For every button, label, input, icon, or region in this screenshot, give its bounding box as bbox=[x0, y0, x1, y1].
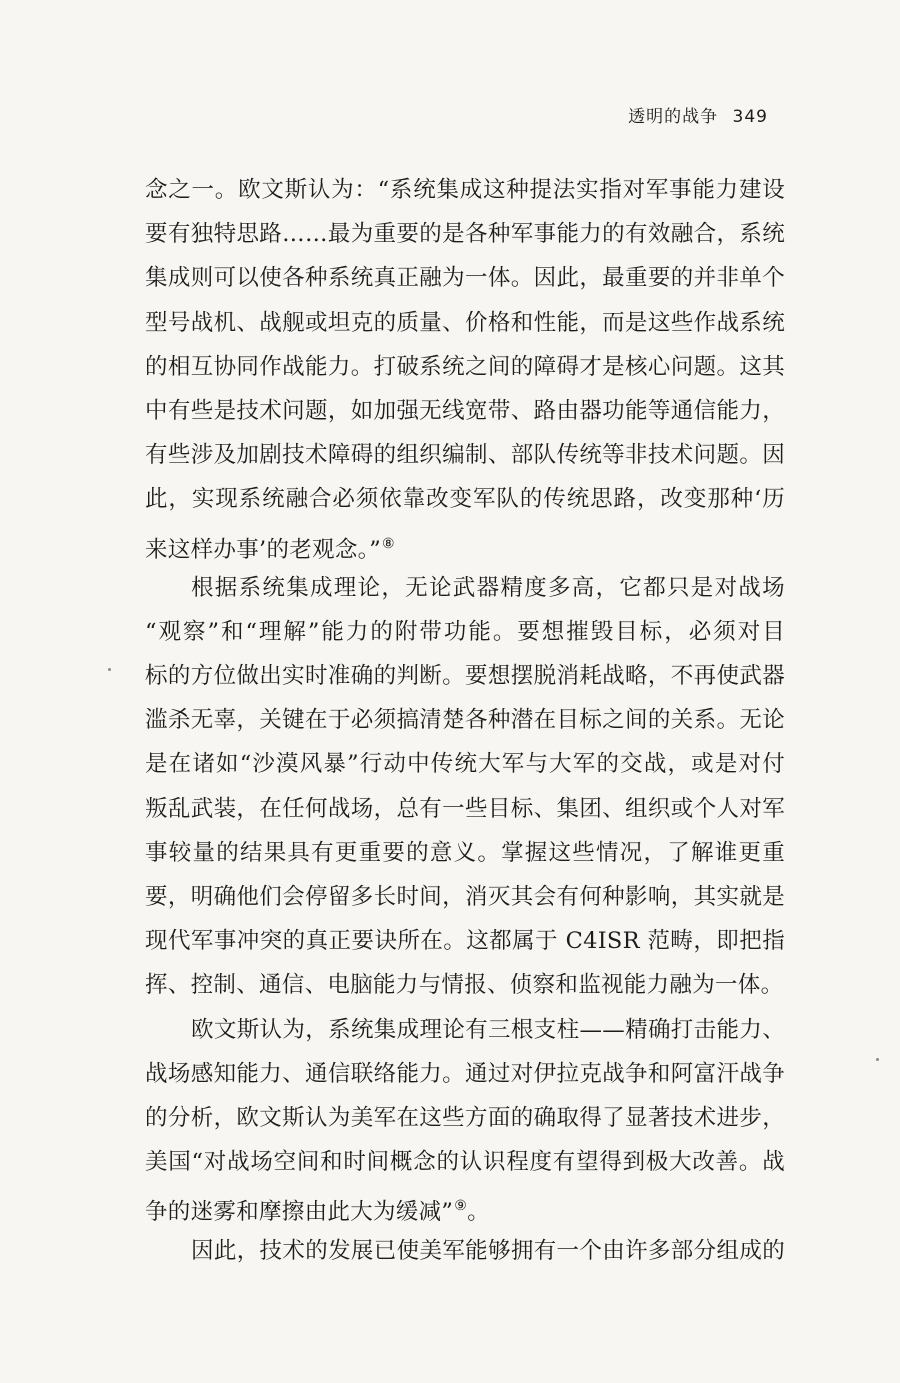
line-text: 来这样办事’的老观念。” bbox=[145, 536, 382, 563]
line-text: 因此，技术的发展已使美军能够拥有一个由许多部分组成的 bbox=[191, 1237, 785, 1264]
text-line bbox=[145, 477, 785, 521]
text-line bbox=[145, 301, 785, 345]
text-line bbox=[145, 698, 785, 742]
line-text: 根据系统集成理论，无论武器精度多高，它都只是对战场 bbox=[191, 574, 785, 601]
text-line bbox=[145, 919, 785, 963]
line-text: 此，实现系统融合必须依靠改变军队的传统思路，改变那种‘历 bbox=[145, 486, 785, 513]
text-line bbox=[145, 1096, 785, 1140]
text-line bbox=[145, 1184, 785, 1228]
line-text: 标的方位做出实时准确的判断。要想摆脱消耗战略，不再使武器 bbox=[145, 663, 785, 690]
text-line bbox=[145, 345, 785, 389]
line-text: 有些涉及加剧技术障碍的组织编制、部队传统等非技术问题。因 bbox=[145, 442, 785, 469]
text-line bbox=[145, 1052, 785, 1096]
line-text: 要，明确他们会停留多长时间，消灭其会有何种影响，其实就是 bbox=[145, 884, 785, 910]
line-text: 集成则可以使各种系统真正融为一体。因此，最重要的并非单个 bbox=[145, 265, 785, 292]
line-text: 是在诸如“沙漠风暴”行动中传统大军与大军的交战，或是对付 bbox=[145, 751, 785, 778]
text-line bbox=[145, 433, 785, 477]
footnote-marker[interactable]: ⑨ bbox=[454, 1198, 468, 1215]
text-line bbox=[145, 212, 785, 256]
text-line bbox=[145, 875, 785, 919]
text-line bbox=[145, 787, 785, 831]
line-text: 事较量的结果具有更重要的意义。掌握这些情况，了解谁更重 bbox=[145, 839, 785, 866]
scan-speck bbox=[876, 1058, 879, 1061]
text-line bbox=[145, 742, 785, 786]
line-text: “观察”和“理解”能力的附带功能。要想摧毁目标，必须对目 bbox=[145, 618, 785, 645]
line-text: 战场感知能力、通信联络能力。通过对伊拉克战争和阿富汗战争 bbox=[145, 1060, 785, 1087]
text-line bbox=[145, 1229, 785, 1273]
line-text: 中有些是技术问题，如加强无线宽带、路由器功能等通信能力， bbox=[145, 397, 785, 424]
body-text bbox=[145, 168, 785, 1273]
line-text: 叛乱武装，在任何战场，总有一些目标、集团、组织或个人对军 bbox=[145, 795, 785, 822]
scan-speck bbox=[108, 668, 111, 671]
line-text: 的相互协同作战能力。打破系统之间的障碍才是核心问题。这其 bbox=[145, 353, 785, 380]
line-tail: 。 bbox=[467, 1199, 490, 1226]
line-text: 的分析，欧文斯认为美军在这些方面的确取得了显著技术进步， bbox=[145, 1104, 785, 1131]
footnote-marker[interactable]: ⑧ bbox=[382, 535, 395, 552]
text-line bbox=[145, 1008, 785, 1052]
text-line bbox=[145, 256, 785, 300]
text-line bbox=[145, 1140, 785, 1184]
line-text: 争的迷雾和摩擦由此大为缓减” bbox=[145, 1199, 454, 1226]
line-text: 念之一。欧文斯认为：“系统集成这种提法实指对军事能力建设 bbox=[145, 177, 785, 203]
text-line bbox=[145, 610, 785, 654]
line-text: 滥杀无辜，关键在于必须搞清楚各种潜在目标之间的关系。无论 bbox=[145, 707, 785, 734]
line-text: 欧文斯认为，系统集成理论有三根支柱——精确打击能力、 bbox=[191, 1016, 785, 1043]
text-line bbox=[145, 654, 785, 698]
text-line bbox=[145, 831, 785, 875]
page-number: 349 bbox=[732, 107, 768, 127]
line-text: 要有独特思路……最为重要的是各种军事能力的有效融合，系统 bbox=[145, 221, 785, 248]
text-line bbox=[145, 522, 785, 566]
line-text: 现代军事冲突的真正要诀所在。这都属于 C4ISR 范畴，即把指 bbox=[145, 928, 785, 955]
text-line bbox=[145, 389, 785, 433]
text-line bbox=[145, 963, 785, 1007]
line-text: 型号战机、战舰或坦克的质量、价格和性能，而是这些作战系统 bbox=[145, 309, 785, 336]
running-head-title: 透明的战争 bbox=[628, 107, 719, 127]
line-text: 挥、控制、通信、电脑能力与情报、侦察和监视能力融为一体。 bbox=[145, 972, 784, 999]
text-line bbox=[145, 566, 785, 610]
running-head bbox=[628, 102, 768, 127]
text-line bbox=[145, 168, 785, 212]
line-text: 美国“对战场空间和时间概念的认识程度有望得到极大改善。战 bbox=[145, 1149, 785, 1176]
